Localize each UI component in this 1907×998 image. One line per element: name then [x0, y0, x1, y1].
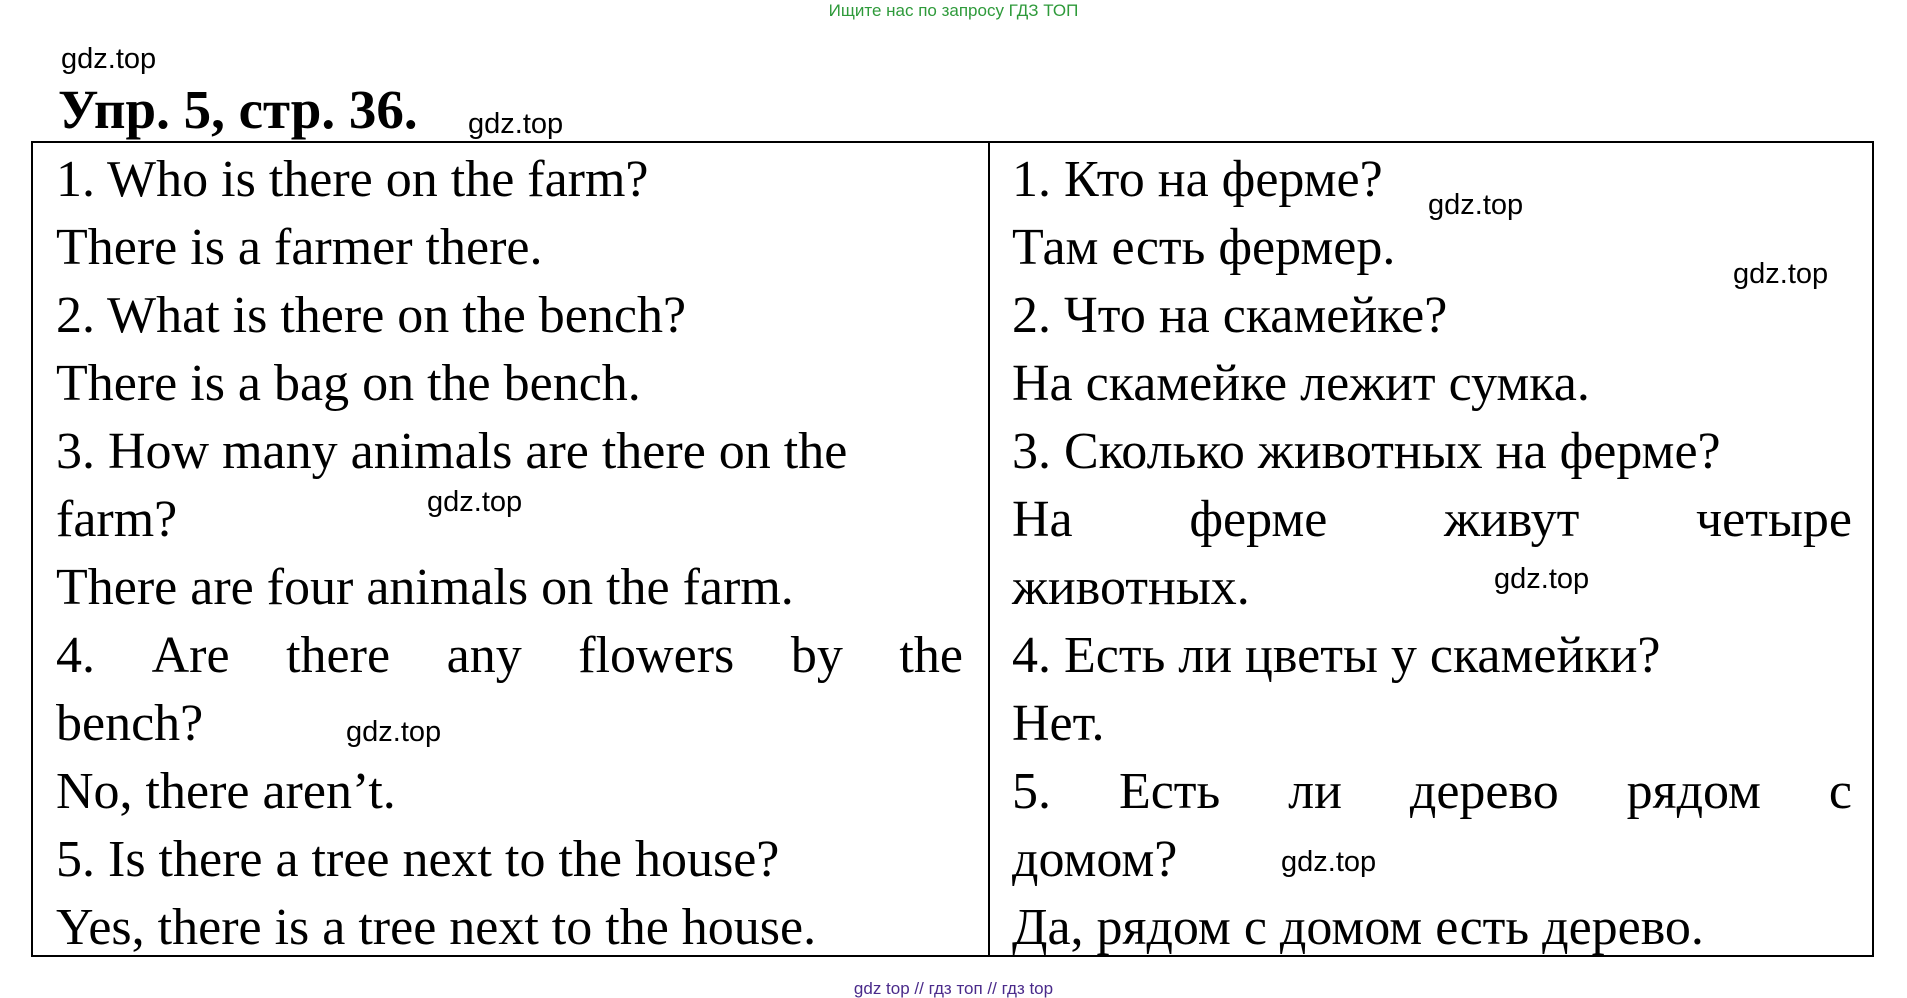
answer-3-ru-cont: животных.: [1012, 559, 1250, 616]
question-3-ru: 3. Сколько животных на ферме?: [1012, 423, 1721, 480]
question-4-en: [56, 627, 963, 684]
question-2-ru: 2. Что на скамейке?: [1012, 287, 1448, 344]
word: На: [1012, 491, 1073, 548]
word: flowers: [578, 627, 735, 684]
word: 5.: [1012, 763, 1051, 820]
answer-5-ru: Да, рядом с домом есть дерево.: [1012, 899, 1704, 956]
question-4-en-cont: bench?: [56, 695, 204, 752]
question-3-en-cont: farm?: [56, 491, 178, 548]
watermark: gdz.top: [427, 486, 523, 518]
page-title: Упр. 5, стр. 36.: [58, 79, 418, 140]
word: живут: [1444, 491, 1580, 548]
word: дерево: [1409, 763, 1559, 820]
word: there: [286, 627, 391, 684]
search-hint-banner: Ищите нас по запросу ГДЗ ТОП: [828, 1, 1079, 20]
question-5-ru: [1012, 763, 1852, 820]
answer-1-ru: Там есть фермер.: [1012, 219, 1396, 276]
watermark: gdz.top: [1733, 258, 1829, 290]
watermark: gdz.top: [61, 43, 157, 75]
word: ли: [1288, 763, 1342, 820]
watermark: gdz.top: [1281, 846, 1377, 878]
footer-text: gdz top // гдз топ // гдз top: [853, 979, 1054, 998]
watermark: gdz.top: [468, 108, 564, 140]
answer-2-ru: На скамейке лежит сумка.: [1012, 355, 1590, 412]
answer-3-ru: [1012, 491, 1852, 548]
watermark: gdz.top: [1428, 189, 1524, 221]
answer-table: [31, 141, 1874, 957]
word: the: [899, 627, 963, 684]
question-1-en: 1. Who is there on the farm?: [56, 151, 649, 208]
question-5-ru-cont: домом?: [1012, 831, 1178, 888]
word: by: [790, 627, 843, 684]
word: Are: [151, 627, 230, 684]
answer-1-en: There is a farmer there.: [56, 219, 543, 276]
word: Есть: [1118, 763, 1221, 820]
watermark: gdz.top: [1494, 563, 1590, 595]
answer-5-en: Yes, there is a tree next to the house.: [56, 899, 817, 956]
question-1-ru: 1. Кто на ферме?: [1012, 151, 1383, 208]
question-2-en: 2. What is there on the bench?: [56, 287, 687, 344]
question-4-ru: 4. Есть ли цветы у скамейки?: [1012, 627, 1661, 684]
answer-2-en: There is a bag on the bench.: [56, 355, 641, 412]
answer-4-en: No, there aren’t.: [56, 763, 396, 820]
answer-3-en: There are four animals on the farm.: [56, 559, 794, 616]
question-3-en: 3. How many animals are there on the: [56, 423, 848, 480]
column-divider: [988, 143, 990, 955]
word: четыре: [1696, 491, 1852, 548]
word: с: [1828, 763, 1852, 820]
watermark: gdz.top: [346, 716, 442, 748]
word: ферме: [1189, 491, 1328, 548]
word: 4.: [56, 627, 95, 684]
answer-4-ru: Нет.: [1012, 695, 1105, 752]
word: any: [446, 627, 522, 684]
question-5-en: 5. Is there a tree next to the house?: [56, 831, 780, 888]
word: рядом: [1626, 763, 1761, 820]
